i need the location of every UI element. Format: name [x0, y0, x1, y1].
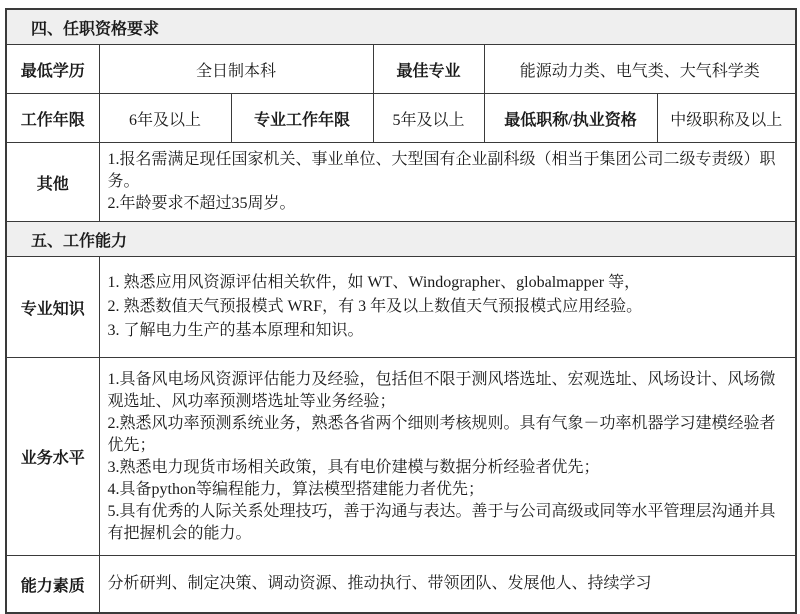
knowledge-content: [99, 257, 796, 358]
prof-work-years-value: 5年及以上: [373, 94, 484, 143]
business-item-1: 1.具备风电场风资源评估能力及经验，包括但不限于测风塔选址、宏观选址、风场设计、风场微观选址、风功率预测塔选址等业务经验；: [107, 370, 776, 410]
other-item-2: 2.年龄要求不超过35周岁。: [107, 195, 296, 212]
business-level-row: [6, 358, 796, 556]
qualification-table: [5, 8, 797, 614]
quality-value: 分析研判、制定决策、调动资源、推动执行、带领团队、发展他人、持续学习: [99, 556, 796, 614]
min-title-label: 最低职称/执业资格: [484, 94, 657, 143]
business-content: [99, 358, 796, 556]
quality-label: 能力素质: [6, 556, 99, 614]
section-4-title: 四、任职资格要求: [6, 9, 796, 45]
business-item-2: 2.熟悉风功率预测系统业务，熟悉各省两个细则考核规则。具有气象－功率机器学习建模经验者优先；: [107, 414, 776, 454]
section-4-header-row: [6, 9, 796, 45]
min-education-label: 最低学历: [6, 45, 99, 94]
knowledge-label: 专业知识: [6, 257, 99, 358]
other-label: 其他: [6, 143, 99, 222]
other-item-1: 1.报名需满足现任国家机关、事业单位、大型国有企业副科级（相当于集团公司二级专责级）职务。: [107, 151, 776, 190]
business-item-5: 5.具有优秀的人际关系处理技巧，善于沟通与表达。善于与公司高级或同等水平管理层沟通并具有把握机会的能力。: [107, 502, 776, 542]
business-item-3: 3.熟悉电力现货市场相关政策，具有电价建模与数据分析经验者优先；: [107, 458, 600, 476]
work-years-row: [6, 94, 796, 143]
business-item-4: 4.具备python等编程能力，算法模型搭建能力者优先；: [107, 480, 484, 498]
work-years-label: 工作年限: [6, 94, 99, 143]
work-years-value: 6年及以上: [99, 94, 231, 143]
other-requirements-row: [6, 143, 796, 222]
min-title-value: 中级职称及以上: [657, 94, 796, 143]
competency-row: [6, 556, 796, 614]
min-education-value: 全日制本科: [99, 45, 373, 94]
best-major-label: 最佳专业: [373, 45, 484, 94]
knowledge-item-1: 1. 熟悉应用风资源评估相关软件，如 WT、Windographer、globalmapper 等，: [107, 274, 641, 291]
prof-work-years-label: 专业工作年限: [231, 94, 373, 143]
other-content: [99, 143, 796, 222]
section-5-header-row: [6, 222, 796, 257]
professional-knowledge-row: [6, 257, 796, 358]
best-major-value: 能源动力类、电气类、大气科学类: [484, 45, 796, 94]
knowledge-item-2: 2. 熟悉数值天气预报模式 WRF，有 3 年及以上数值天气预报模式应用经验。: [107, 298, 643, 315]
knowledge-item-3: 3. 了解电力生产的基本原理和知识。: [107, 322, 364, 339]
section-5-title: 五、工作能力: [6, 222, 796, 257]
business-label: 业务水平: [6, 358, 99, 556]
education-row: [6, 45, 796, 94]
